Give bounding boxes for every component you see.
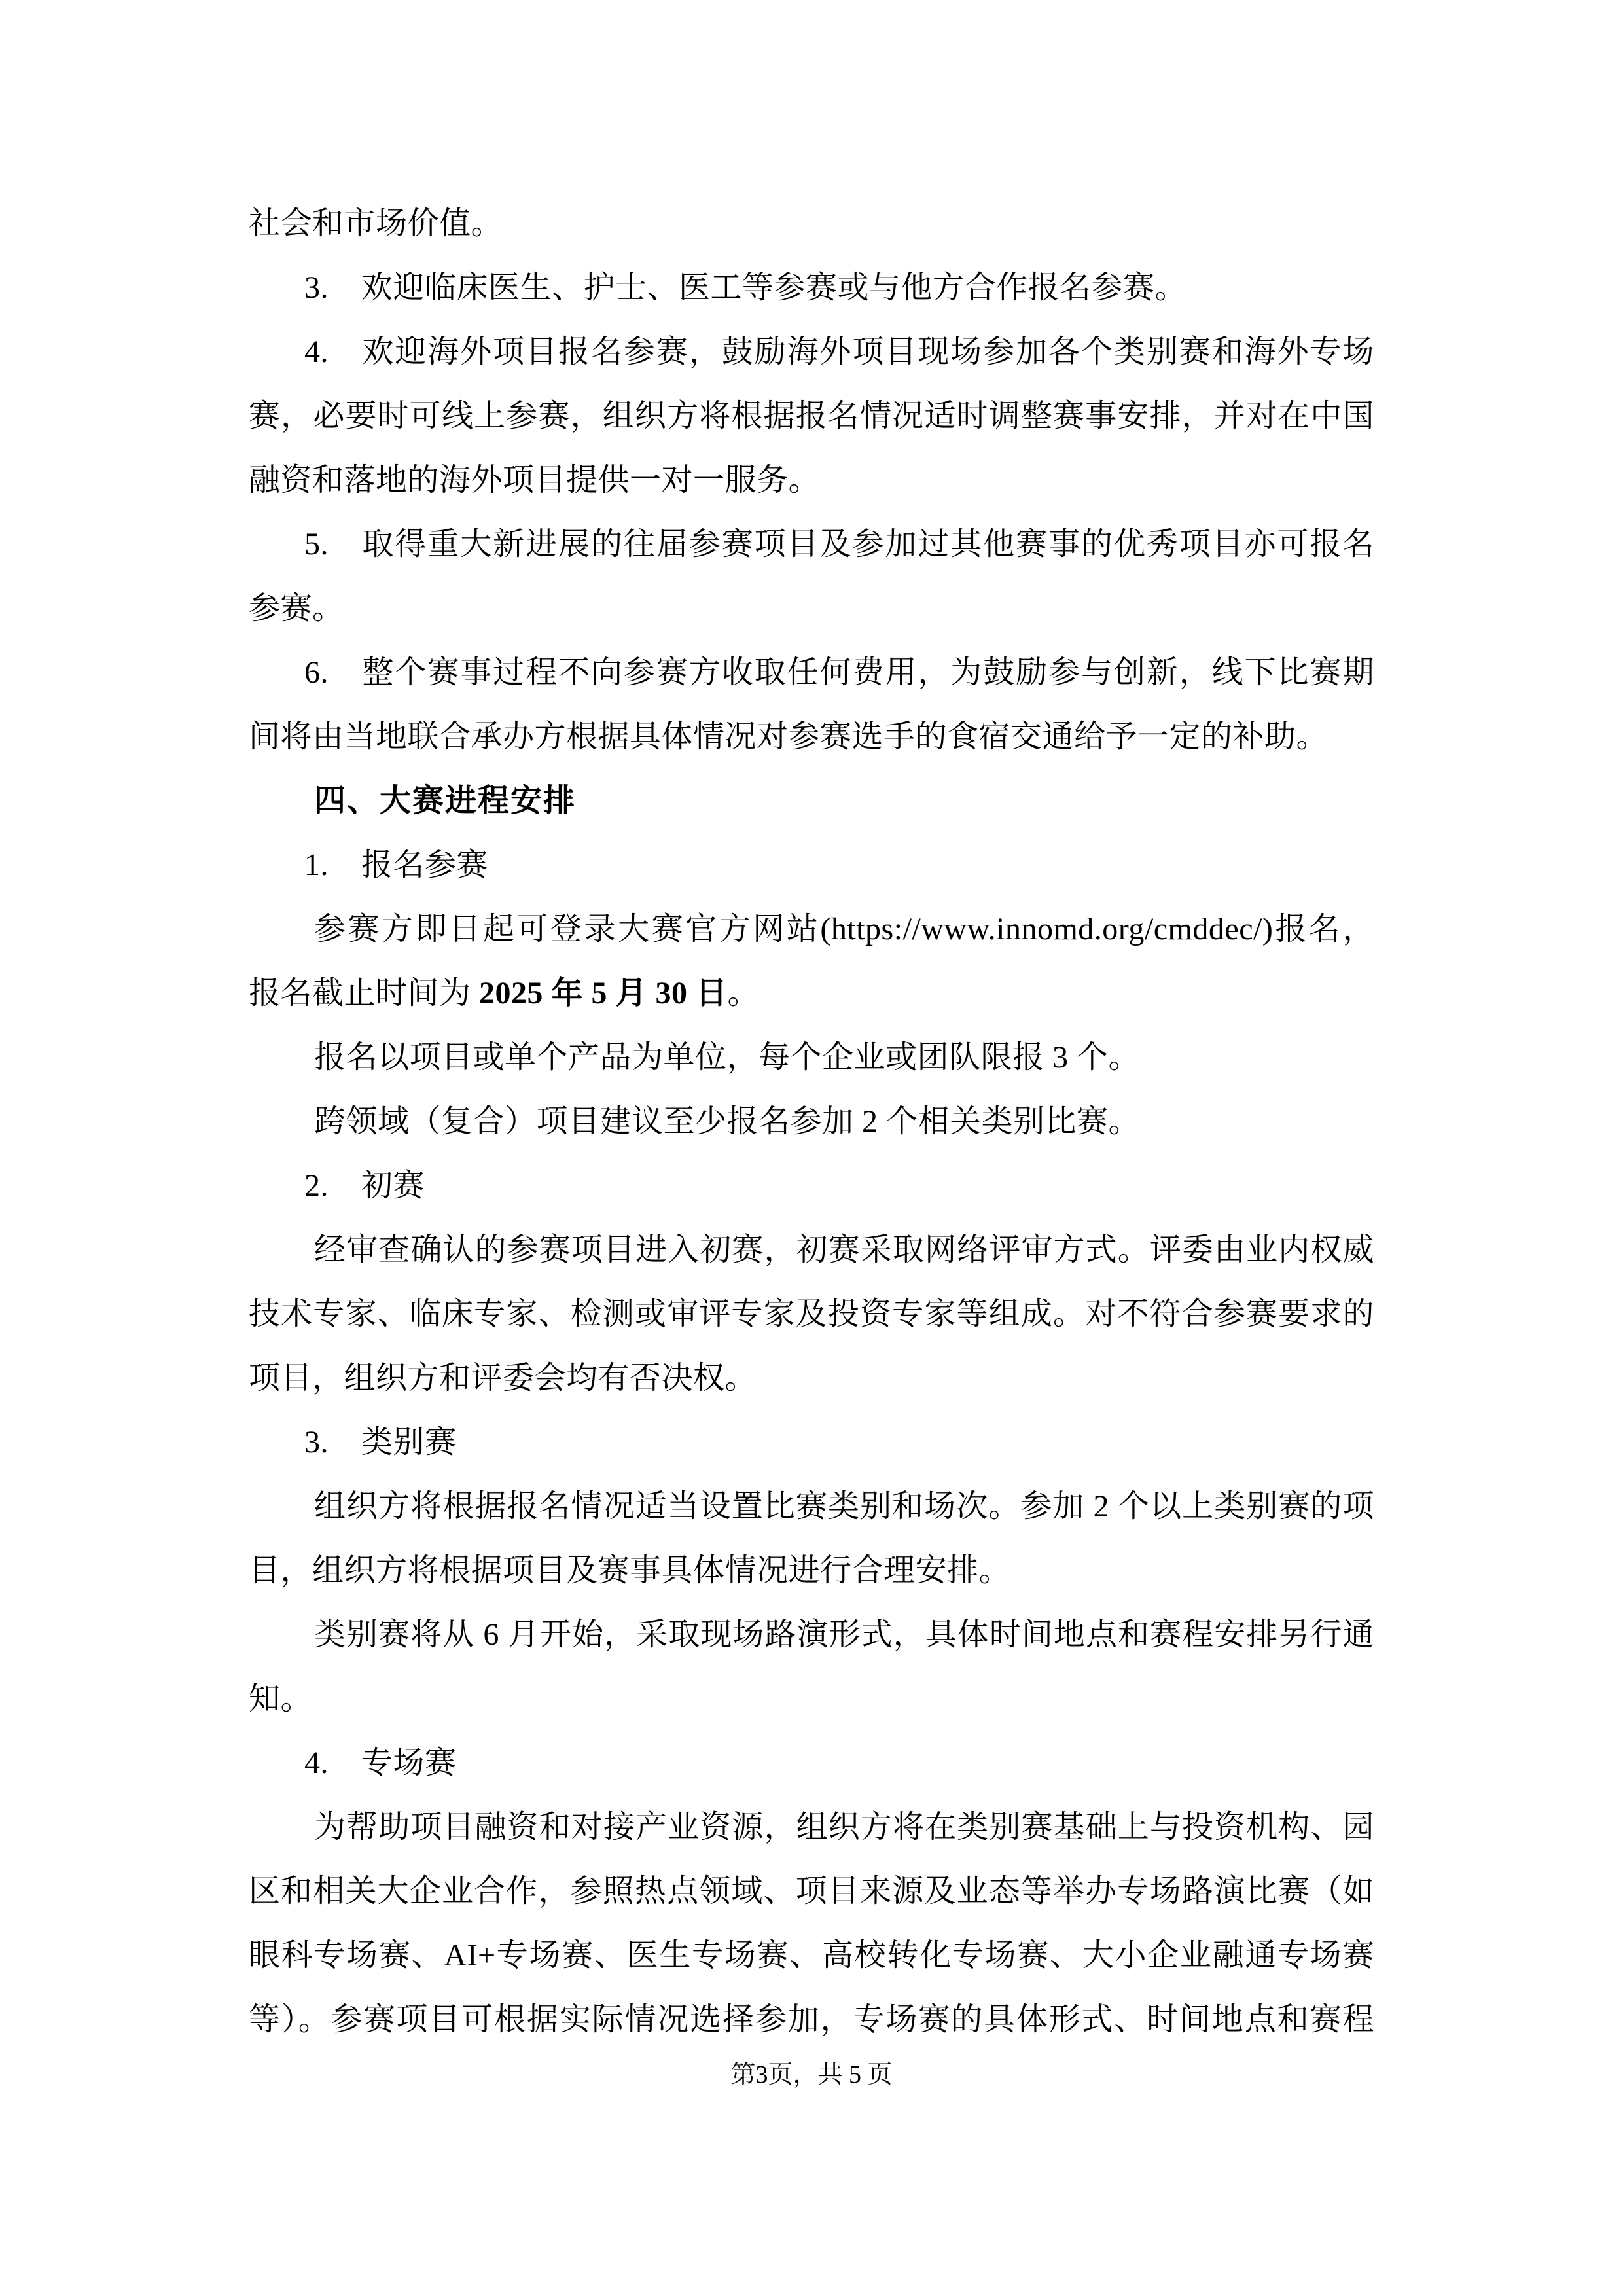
section-heading-4: 四、大赛进程安排 <box>314 783 577 818</box>
text-line: 经审查确认的参赛项目进入初赛，初赛采取网络评审方式。评委由业内权威 <box>314 1232 1374 1267</box>
text-line: 技术专家、临床专家、检测或审评专家及投资专家等组成。对不符合参赛要求的 <box>249 1297 1374 1331</box>
text-line: 赛，必要时可线上参赛，组织方将根据报名情况适时调整赛事安排，并对在中国 <box>249 399 1374 433</box>
deadline-line: 报名截止时间为 2025 年 5 月 30 日。 <box>249 976 760 1011</box>
text-line: 融资和落地的海外项目提供一对一服务。 <box>249 463 821 497</box>
text-line: 为帮助项目融资和对接产业资源，组织方将在类别赛基础上与投资机构、园 <box>314 1810 1374 1844</box>
text-line: 社会和市场价值。 <box>249 206 503 241</box>
list-item-4: 4. 欢迎海外项目报名参赛，鼓励海外项目现场参加各个类别赛和海外专场 <box>304 334 1374 369</box>
list-item-5: 5. 取得重大新进展的往届参赛项目及参加过其他赛事的优秀项目亦可报名 <box>304 527 1374 562</box>
list-number: 6. <box>304 655 329 690</box>
list-number: 2. <box>304 1168 329 1203</box>
text-line: 参赛。 <box>249 591 344 626</box>
text-line: 类别赛将从 6 月开始，采取现场路演形式，具体时间地点和赛程安排另行通 <box>314 1617 1374 1652</box>
text-line: 眼科专场赛、AI+专场赛、医生专场赛、高校转化专场赛、大小企业融通专场赛 <box>249 1938 1374 1973</box>
text-line: 区和相关大企业合作，参照热点领域、项目来源及业态等举办专场路演比赛（如 <box>249 1874 1374 1909</box>
list-number: 4. <box>304 1746 329 1780</box>
list-item-1: 1. 报名参赛 <box>304 848 489 882</box>
text-line: 跨领域（复合）项目建议至少报名参加 2 个相关类别比赛。 <box>314 1104 1141 1139</box>
list-item-3: 3. 欢迎临床医生、护士、医工等参赛或与他方合作报名参赛。 <box>304 270 1187 305</box>
list-item-2: 2. 初赛 <box>304 1168 425 1203</box>
text-line: 间将由当地联合承办方根据具体情况对参赛选手的食宿交通给予一定的补助。 <box>249 719 1329 754</box>
list-item-6: 6. 整个赛事过程不向参赛方收取任何费用，为鼓励参与创新，线下比赛期 <box>304 655 1374 690</box>
list-number: 3. <box>304 1425 329 1460</box>
page-number-footer: 第3页，共 5 页 <box>730 2061 893 2089</box>
text-line: 组织方将根据报名情况适当设置比赛类别和场次。参加 2 个以上类别赛的项 <box>314 1489 1374 1524</box>
text-line: 知。 <box>249 1681 313 1716</box>
text-line: 目，组织方将根据项目及赛事具体情况进行合理安排。 <box>249 1553 1011 1588</box>
document-body <box>249 192 1374 2052</box>
list-number: 1. <box>304 848 329 882</box>
list-item-3b: 3. 类别赛 <box>304 1425 457 1460</box>
text-line: 等）。参赛项目可根据实际情况选择参加，专场赛的具体形式、时间地点和赛程 <box>249 2002 1374 2037</box>
list-number: 3. <box>304 270 329 305</box>
text-line: 报名以项目或单个产品为单位，每个企业或团队限报 3 个。 <box>314 1040 1141 1075</box>
list-item-4b: 4. 专场赛 <box>304 1746 457 1780</box>
bold-text: 2025 年 5 月 30 日 <box>479 976 728 1011</box>
list-number: 4. <box>304 334 329 369</box>
list-number: 5. <box>304 527 329 562</box>
registration-url-line: 参赛方即日起可登录大赛官方网站(https://www.innomd.org/cmddec/)报名， <box>314 912 1374 946</box>
text-line: 项目，组织方和评委会均有否决权。 <box>249 1361 757 1395</box>
